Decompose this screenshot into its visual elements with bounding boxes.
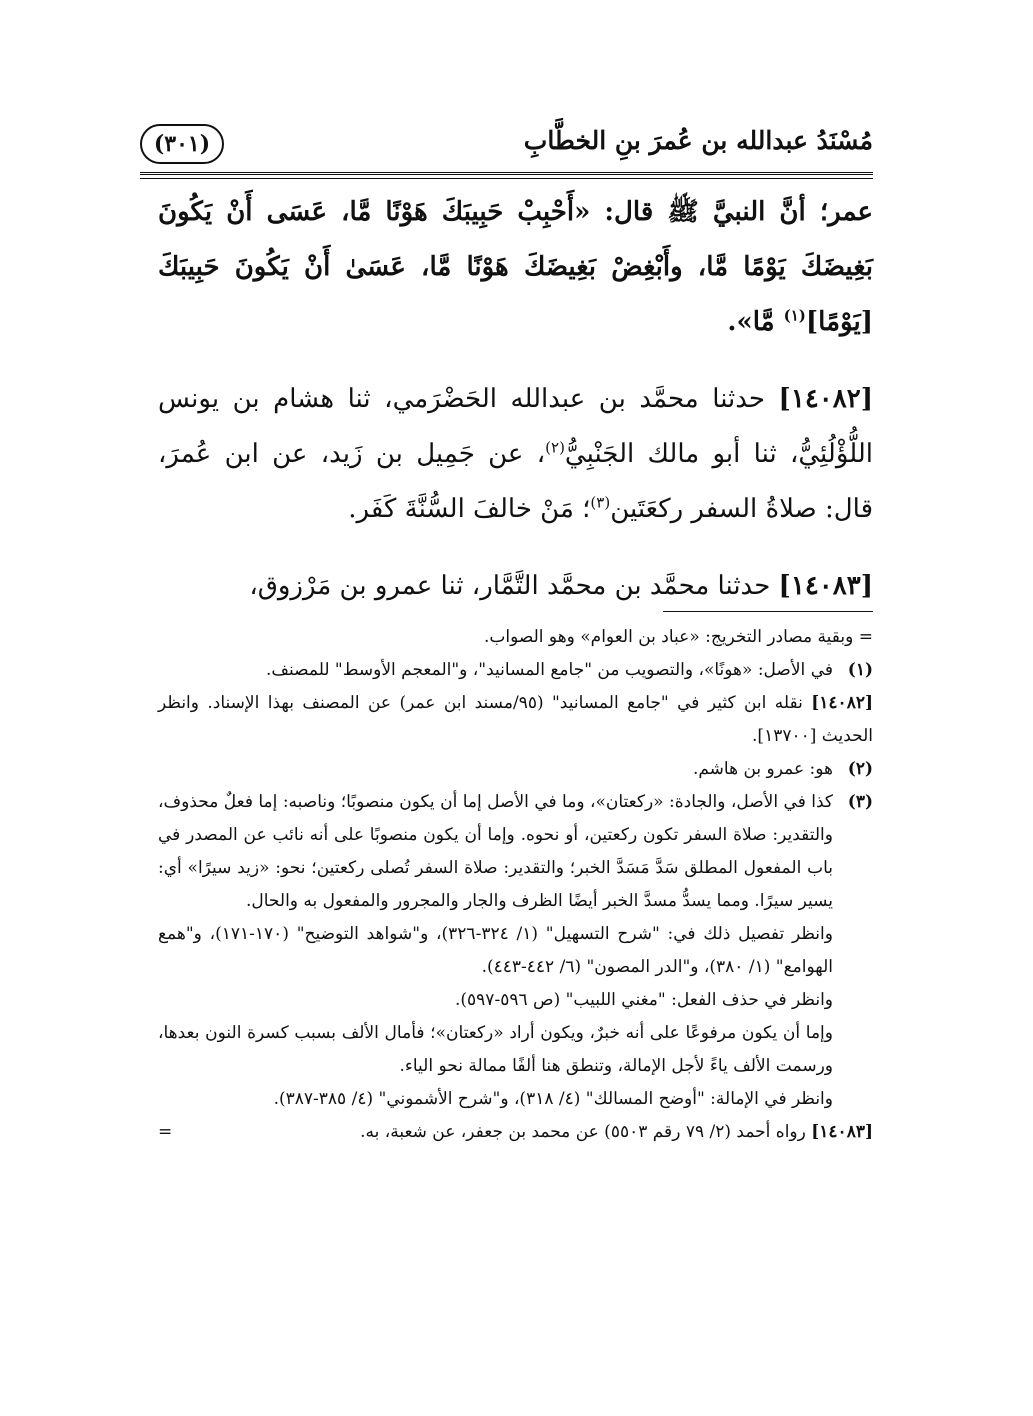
footnote-body	[158, 786, 833, 1116]
hadith-isnad: حدثنا محمَّد بن عبدالله الحَضْرَمي، ثنا هشام بن يونس اللُّؤْلُئِيُّ، ثنا أبو مالك الجَنْبِيُّ	[158, 384, 874, 469]
main-text	[158, 185, 873, 614]
running-title: مُسْنَدُ عبدالله بن عُمرَ بنِ الخطَّابِ	[523, 126, 873, 155]
footnote-text: هو: عمرو بن هاشم.	[692, 759, 833, 779]
takhrij-text: رواه أحمد (٢/ ٧٩ رقم ٥٥٠٣) عن محمد بن جعفر، عن شعبة، به.	[360, 1122, 812, 1142]
hadith-isnad-cont: ، عن جَمِيل بن زَيد، عن ابن عُمرَ، قال: صلاةُ السفر ركعَتَين	[158, 439, 873, 524]
hadith-isnad: حدثنا محمَّد بن محمَّد التَّمَّار، ثنا عمرو بن مَرْزوق،	[249, 571, 779, 601]
footnote-carryover: = وبقية مصادر التخريج: «عباد بن العوام» وهو الصواب.	[483, 627, 873, 647]
footnote-2	[158, 753, 873, 786]
footnote-ref-3: (٣)	[590, 493, 611, 512]
takhrij-line	[360, 1116, 873, 1149]
footnote-mark: (٢)	[847, 759, 873, 779]
takhrij-14083	[158, 1116, 873, 1149]
footnote-text: وانظر في حذف الفعل: "مغني اللبيب" (ص ٥٩٦-٥٩٧).	[455, 990, 833, 1010]
hadith-matn-end: مَّا».	[727, 307, 784, 337]
takhrij-number: [١٤٠٨٢]	[811, 693, 873, 713]
hadith-14083	[158, 559, 873, 614]
footnote-text: كذا في الأصل، والجادة: «ركعتان»، وما في الأصل إما أن يكون منصوبًا؛ وناصبه: إما فعلٌ محذوف، والتقدير: صلاة السفر تكون ركعتين، أو نحوه. وإما أن يكون منصوبًا على أنه نائب عن المصدر في باب المفعول المطلق سَدَّ مَسَدَّ الخبر؛ والتقدير: صلاة السفر تُصلى ركعتين؛ نحو: «زيد سيرًا» أي: يسير سيرًا. ومما يسدُّ مسدَّ الخبر أيضًا الظرف والجار والمجرور والمفعول به والحال.	[158, 792, 833, 911]
footnote-mark: (٣)	[847, 792, 873, 812]
continuation-mark: =	[158, 1122, 173, 1142]
footnote-text: وإما أن يكون مرفوعًا على أنه خبرٌ، ويكون أراد «ركعتان»؛ فأمال الألف بسبب كسرة النون بعدها، ورسمت الألف ياءً لأجل الإمالة، وتنطق هنا ألفًا ممالة نحو الياء.	[158, 1023, 833, 1076]
hadith-matn-2: ؛ مَنْ خالفَ السُّنَّةَ كَفَر.	[348, 494, 591, 524]
hadith-number: [١٤٠٨٢]	[778, 384, 873, 414]
footnote-separator	[663, 611, 873, 612]
footnote-3	[158, 786, 873, 1116]
hadith-text	[158, 185, 873, 350]
footnotes	[158, 621, 873, 1149]
takhrij-number: [١٤٠٨٣]	[811, 1122, 873, 1142]
footnote-ref-2: (٢)	[545, 438, 565, 457]
page-header	[140, 118, 873, 174]
footnote-text: وانظر في الإمالة: "أوضح المسالك" (٤/ ٣١٨)، و"شرح الأشموني" (٤/ ٣٨٥-٣٨٧).	[273, 1089, 833, 1109]
footnote-text: وانظر تفصيل ذلك في: "شرح التسهيل" (١/ ٣٢٤-٣٢٦)، و"شواهد التوضيح" (١٧٠-١٧١)، و"همع الهوامع" (١/ ٣٨٠)، و"الدر المصون" (٦/ ٤٤٢-٤٤٣).	[158, 924, 833, 977]
footnote-1	[158, 654, 873, 687]
hadith-matn: عمر؛ أنَّ النبيَّ ﷺ قال: «أَحْبِبْ حَبِيبَكَ هَوْنًا مَّا، عَسَى أَنْ يَكُونَ بَغِيضَكَ يَوْمًا مَّا، وأَبْغِضْ بَغِيضَكَ هَوْنًا مَّا، عَسَىٰ أَنْ يَكُونَ حَبِيبَكَ [يَوْمًا]	[158, 197, 873, 337]
page-number: (٣٠١)	[140, 124, 224, 164]
hadith-14082	[158, 372, 873, 537]
footnote-mark: (١)	[847, 660, 873, 680]
takhrij-14082	[158, 687, 873, 753]
header-rule	[140, 172, 873, 179]
hadith-number: [١٤٠٨٣]	[778, 571, 873, 601]
takhrij-text: نقله ابن كثير في "جامع المسانيد" (٩٥/مسند ابن عمر) عن المصنف بهذا الإسناد. وانظر الحديث [١٣٧٠٠].	[158, 693, 873, 746]
footnote-text: في الأصل: «هونًا»، والتصويب من "جامع المسانيد"، و"المعجم الأوسط" للمصنف.	[266, 660, 833, 680]
footnote-ref-1: (١)	[783, 306, 806, 325]
